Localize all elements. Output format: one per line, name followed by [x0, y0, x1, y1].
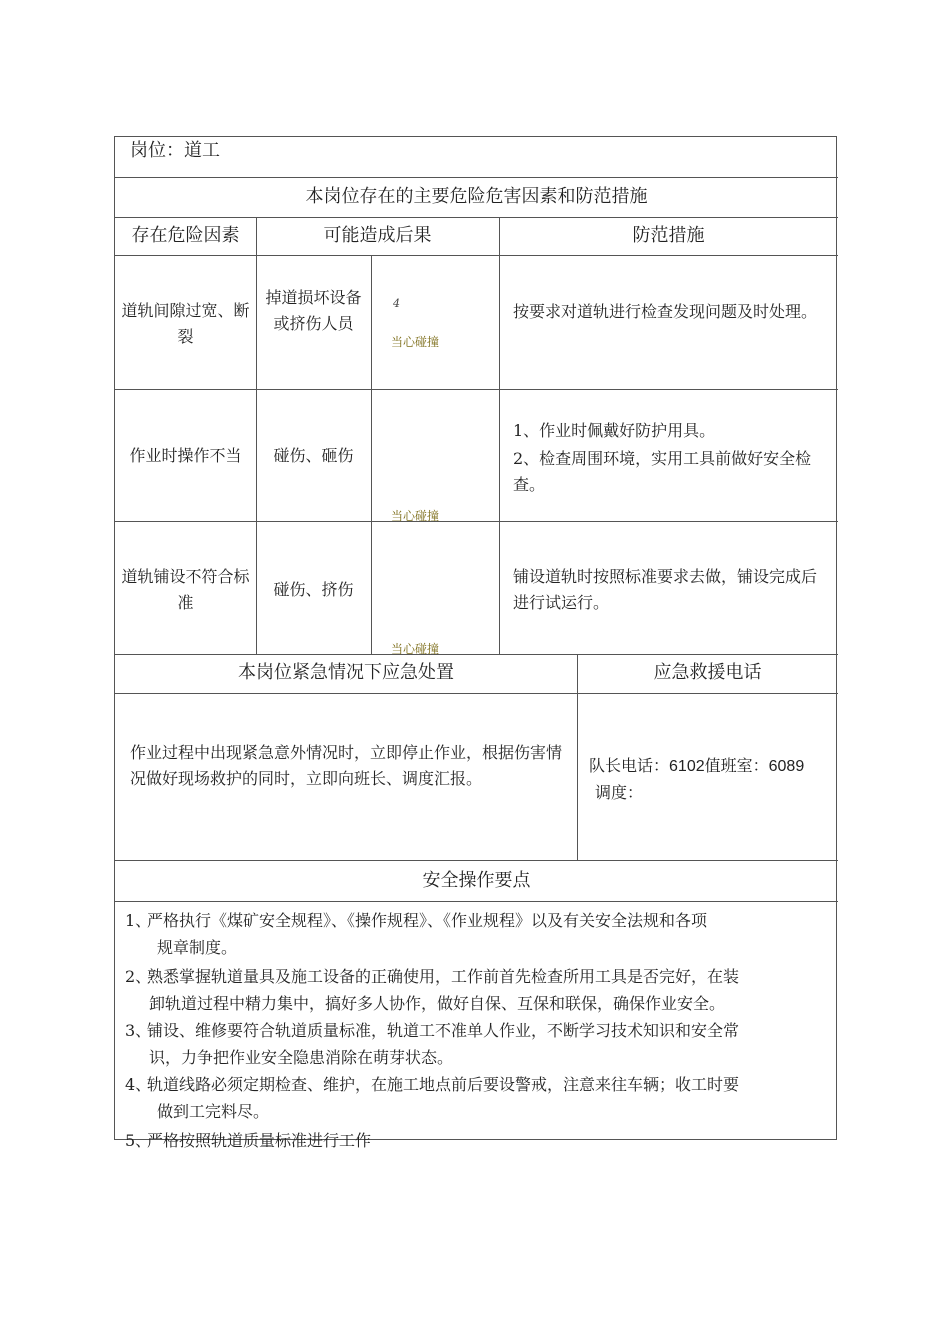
- safety-item: [125, 963, 830, 1017]
- safety-item: [125, 1071, 830, 1125]
- safety-item-text: 严格按照轨道质量标准进行工作: [147, 1131, 372, 1150]
- safety-title: 安全操作要点: [422, 870, 531, 891]
- row-3-consequence: 碰伤、挤伤: [273, 580, 354, 599]
- row-1-warning-sign: 当心碰撞: [391, 335, 440, 349]
- divider: [115, 217, 838, 218]
- hazard-table-title: 本岗位存在的主要危险危害因素和防范措施: [305, 186, 648, 207]
- safety-item-number: 2、: [125, 967, 152, 986]
- row-3-factor: 道轨铺设不符合标准: [121, 567, 250, 612]
- safety-item-number: 3、: [125, 1021, 152, 1040]
- emergency-content: 作业过程中出现紧急意外情况时，立即停止作业，根据伤害情况做好现场救护的同时，立即向班长、调度汇报。: [130, 743, 563, 788]
- safety-item-text: 熟悉掌握轨道量具及施工设备的正确使用，工作前首先检查所用工具是否完好，在装: [147, 967, 740, 986]
- safety-item-text-cont: 做到工完料尽。: [157, 1102, 270, 1121]
- emergency-title: 本岗位紧急情况下应急处置: [238, 662, 454, 683]
- row-2-warning-sign: 当心碰撞: [391, 509, 440, 523]
- post-label: 岗位：道工: [130, 140, 220, 161]
- safety-item-text: 铺设、维修要符合轨道质量标准，轨道工不准单人作业，不断学习技术知识和安全常: [147, 1021, 740, 1040]
- duty-room-label: 值班室：: [704, 756, 769, 775]
- safety-item: [125, 1017, 830, 1071]
- row-3-measure: 铺设道轨时按照标准要求去做，铺设完成后进行试运行。: [513, 567, 818, 612]
- divider: [115, 654, 838, 655]
- hazard-card: [114, 136, 837, 1150]
- divider: [115, 693, 838, 694]
- header-measures: 防范措施: [632, 225, 705, 246]
- safety-item-number: 5、: [125, 1131, 152, 1150]
- divider: [115, 255, 838, 256]
- row-1-factor: 道轨间隙过宽、断裂: [121, 301, 250, 346]
- safety-item-text-cont: 规章制度。: [157, 938, 238, 957]
- divider: [371, 255, 372, 654]
- dispatch-label: 调度：: [595, 783, 644, 802]
- row-2-measure-2: [513, 446, 833, 498]
- captain-phone-number: 6102: [669, 758, 705, 775]
- safety-item-number: 1、: [125, 911, 152, 930]
- row-2-measure-2-text: 2、检查周围环境，实用工具前做好安全检查。: [513, 449, 812, 494]
- safety-item: [125, 907, 830, 961]
- row-2-measure-1: 1、作业时佩戴好防护用具。: [513, 421, 716, 440]
- divider: [499, 217, 500, 654]
- row-1-sign-number: 4: [393, 297, 400, 310]
- row-2-factor: 作业时操作不当: [129, 446, 242, 465]
- row-1-measure: 按要求对道轨进行检查发现问题及时处理。: [513, 302, 818, 321]
- safety-item-text: 严格执行《煤矿安全规程》、《操作规程》、《作业规程》以及有关安全法规和各项: [147, 911, 708, 930]
- safety-item-text: 轨道线路必须定期检查、维护，在施工地点前后要设警戒，注意来往车辆；收工时要: [147, 1075, 740, 1094]
- duty-room-number: 6089: [768, 758, 805, 775]
- captain-phone-label: 队长电话：: [589, 756, 670, 775]
- safety-item-text-cont: 卸轨道过程中精力集中，搞好多人协作，做好自保、互保和联保，确保作业安全。: [149, 994, 726, 1013]
- safety-item: [125, 1127, 830, 1154]
- divider: [115, 860, 838, 861]
- divider: [115, 901, 838, 902]
- row-1-consequence: 掉道损坏设备或挤伤人员: [265, 288, 362, 333]
- safety-item-text-cont: 识，力争把作业安全隐患消除在萌芽状态。: [149, 1048, 454, 1067]
- divider: [256, 217, 257, 654]
- header-consequence: 可能造成后果: [323, 225, 432, 246]
- emergency-phones: [589, 753, 804, 780]
- divider: [115, 389, 838, 390]
- row-2-consequence: 碰伤、砸伤: [273, 446, 354, 465]
- divider: [115, 177, 838, 178]
- header-hazard-factor: 存在危险因素: [131, 225, 240, 246]
- emergency-phone-title: 应急救援电话: [653, 662, 762, 683]
- safety-item-number: 4、: [125, 1075, 152, 1094]
- row-3-warning-sign: 当心碰撞: [391, 642, 440, 656]
- divider: [115, 521, 838, 522]
